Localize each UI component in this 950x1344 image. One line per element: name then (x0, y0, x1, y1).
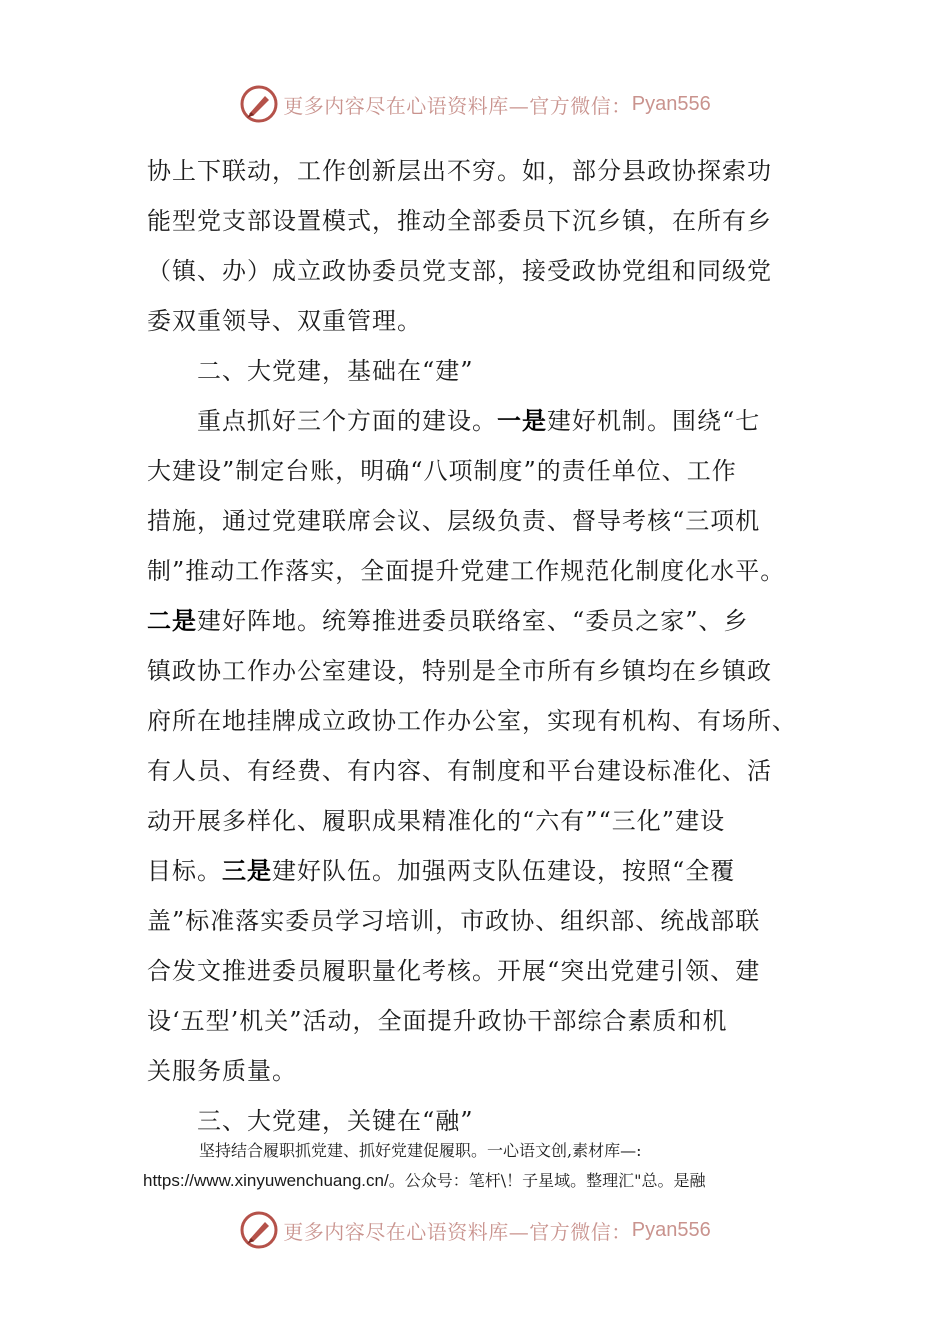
text-segment: 目标。 (147, 857, 222, 885)
text-segment: 二、大党建，基础在“建” (197, 357, 474, 385)
text-segment: 建好机制。围绕“七 (547, 407, 761, 435)
text-segment: （镇、办）成立政协委员党支部，接受政协党组和同级党 (147, 257, 772, 285)
banner-wechat-id: Pyan556 (631, 92, 711, 115)
text-segment: 委双重领导、双重管理。 (147, 307, 422, 335)
text-segment: 镇政协工作办公室建设，特别是全市所有乡镇均在乡镇政 (147, 657, 772, 685)
body-line (147, 246, 807, 296)
body-line (147, 646, 807, 696)
text-segment: 盖”标准落实委员学习培训，市政协、组织部、统战部联 (147, 907, 761, 935)
body-line (147, 746, 807, 796)
bold-marker: 二是 (147, 606, 197, 635)
pen-logo-icon (239, 1210, 279, 1250)
text-segment: 制”推动工作落实，全面提升党建工作规范化制度化水平。 (147, 557, 786, 585)
text-segment: 设‘五型’机关”活动，全面提升政协干部综合素质和机 (147, 1007, 728, 1035)
document-body (147, 146, 807, 1146)
text-segment: 能型党支部设置模式，推动全部委员下沉乡镇，在所有乡 (147, 207, 772, 235)
footer-watermark-banner (0, 1208, 950, 1252)
text-segment: 建好队伍。加强两支队伍建设，按照“全覆 (272, 857, 736, 885)
text-segment: 动开展多样化、履职成果精准化的“六有”“三化”建设 (147, 807, 726, 835)
footer-note-line2-rest: 。公众号：笔杆\！子星域。整理汇"总。是融 (388, 1171, 706, 1190)
body-line (147, 946, 807, 996)
text-segment: 关服务质量。 (147, 1057, 297, 1085)
body-line (147, 146, 807, 196)
body-line (147, 846, 807, 896)
body-line (147, 546, 807, 596)
bold-marker: 一是 (497, 406, 547, 435)
body-line (147, 896, 807, 946)
body-line (147, 396, 807, 446)
text-segment: 合发文推进委员履职量化考核。开展“突出党建引领、建 (147, 957, 761, 985)
text-segment: 建好阵地。统筹推进委员联络室、“委员之家”、乡 (197, 607, 749, 635)
body-line (147, 496, 807, 546)
text-segment: 大建设”制定台账，明确“八项制度”的责任单位、工作 (147, 457, 737, 485)
body-line (147, 446, 807, 496)
body-line (147, 696, 807, 746)
footer-note (143, 1136, 823, 1196)
footer-note-line1: 坚持结合履职抓党建、抓好党建促履职。一心语文创,素材库—: (199, 1141, 642, 1160)
bold-marker: 三是 (222, 856, 272, 885)
text-segment: 有人员、有经费、有内容、有制度和平台建设标准化、活 (147, 757, 772, 785)
body-line (147, 796, 807, 846)
pen-logo-icon (239, 84, 279, 124)
body-line (147, 296, 807, 346)
body-line (147, 996, 807, 1046)
footer-url: https://www.xinyuwenchuang.cn/ (143, 1171, 389, 1190)
footer-note-line2 (143, 1166, 823, 1196)
body-line (147, 596, 807, 646)
text-segment: 府所在地挂牌成立政协工作办公室，实现有机构、有场所、 (147, 707, 797, 735)
banner-text: 更多内容尽在心语资料库—官方微信： (283, 1219, 632, 1244)
text-segment: 措施，通过党建联席会议、层级负责、督导考核“三项机 (147, 507, 761, 535)
text-segment: 三、大党建，关键在“融” (197, 1107, 474, 1135)
body-line (147, 1046, 807, 1096)
text-segment: 协上下联动，工作创新层出不穷。如，部分县政协探索功 (147, 157, 772, 185)
banner-text: 更多内容尽在心语资料库—官方微信： (283, 93, 632, 118)
body-line (147, 196, 807, 246)
text-segment: 重点抓好三个方面的建设。 (197, 407, 497, 435)
body-line (147, 346, 807, 396)
header-watermark-banner (0, 82, 950, 126)
banner-wechat-id: Pyan556 (631, 1218, 711, 1241)
